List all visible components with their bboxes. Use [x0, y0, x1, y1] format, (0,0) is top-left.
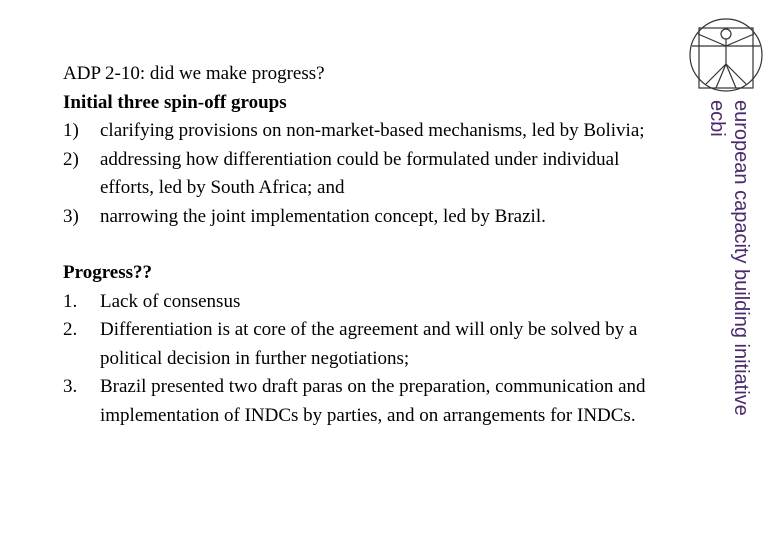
sidebar-rotated-text — [697, 100, 753, 520]
list-text: narrowing the joint implementation concept, led by Brazil. — [100, 205, 546, 227]
sidebar-branding — [697, 100, 753, 520]
list-text: Lack of consensus — [100, 290, 241, 312]
list-text: Brazil presented two draft paras on the preparation, communication and implementation of INDCs by parties, and on arrangements for INDCs. — [100, 376, 646, 426]
list-item — [63, 288, 663, 317]
list-number: 1. — [63, 290, 78, 312]
list-item — [63, 146, 663, 203]
slide-title: ADP 2-10: did we make progress? — [63, 63, 325, 84]
section2-heading: Progress?? — [63, 262, 153, 283]
list-text: Differentiation is at core of the agreement and will only be solved by a political decision in further negotiations; — [100, 319, 638, 369]
list-item — [63, 373, 663, 430]
section1-list — [63, 117, 663, 231]
section2-list — [63, 288, 663, 431]
sidebar-org-name: european capacity building initiative — [730, 100, 752, 416]
list-text: addressing how differentiation could be formulated under individual efforts, led by South Africa; and — [100, 148, 620, 198]
list-number: 2) — [63, 148, 79, 170]
section1-heading: Initial three spin-off groups — [63, 91, 287, 113]
list-number: 2. — [63, 319, 78, 340]
list-number: 1) — [63, 120, 79, 141]
list-number: 3) — [63, 205, 79, 227]
list-text: clarifying provisions on non-market-based mechanisms, led by Bolivia; — [100, 120, 645, 141]
list-item — [63, 316, 663, 373]
slide-content — [63, 60, 663, 430]
list-item — [63, 203, 663, 232]
list-number: 3. — [63, 376, 78, 397]
sidebar-acronym: ecbi — [706, 100, 728, 137]
vitruvian-man-icon — [686, 14, 766, 96]
list-item — [63, 117, 663, 146]
